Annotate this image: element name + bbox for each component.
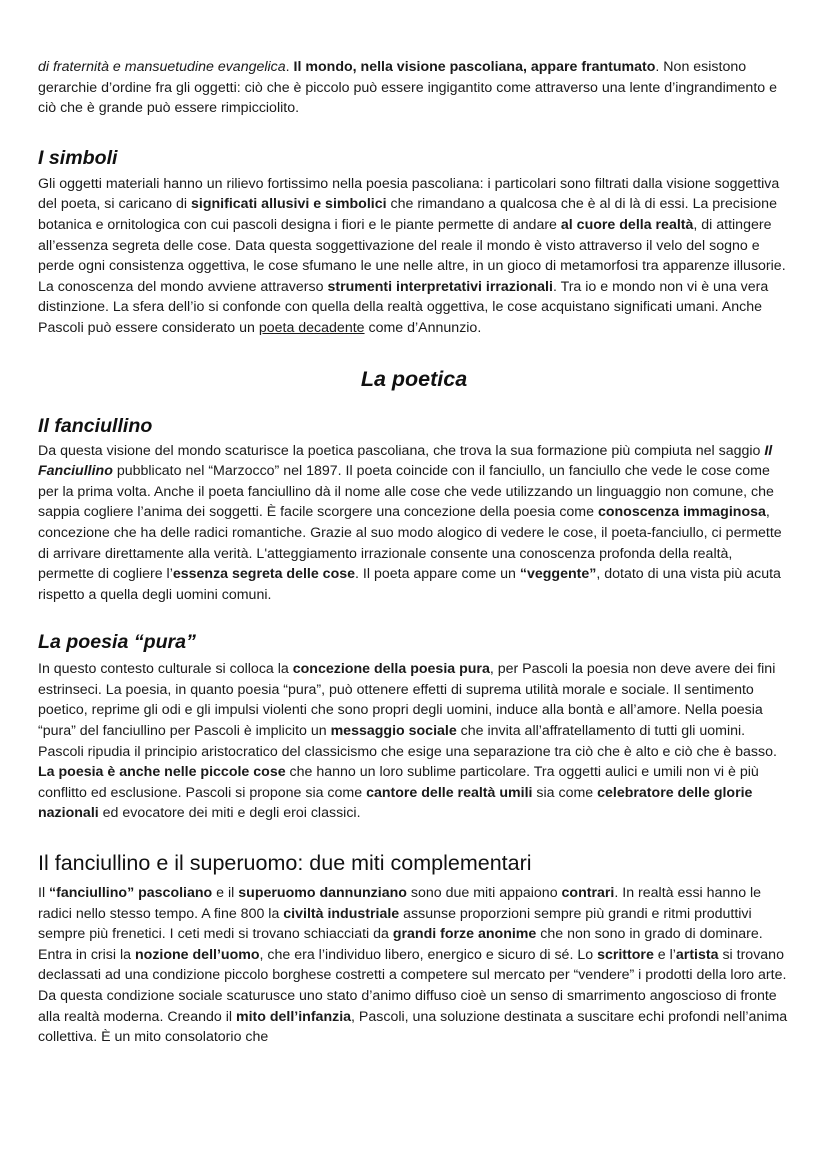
fanciullino-paragraph: Da questa visione del mondo scaturisce la poetica pascoliana, che trova la sua formazione più compiuta nel saggio Il Fanciullino pubblicato nel “Marzocco” nel 1897. Il poeta coincide con il fanciullo, un fanciullo che vede le cose come per la prima volta. Anche il poeta fanciullino dà il nome alle cose che vede utilizzando un linguaggio non comune, che sappia cogliere l’anima dei soggetti. È facile scorgere una concezione della poesia come conoscenza immaginosa, concezione che ha delle radici romantiche. Grazie al suo modo alogico di vedere le cose, il poeta-fanciullo, ci permette di arrivare direttamente alla verità. L'atteggiamento irrazionale consente una conoscenza profonda della realtà, permette di cogliere l’essenza segreta delle cose. Il poeta appare come un “veggente”, dotato di una vista più acuta rispetto a quella degli uomini comuni. [38,442,782,603]
chapter-title: La poetica [360,366,468,391]
document-page [38,57,790,1048]
intro-paragraph: di fraternità e mansuetudine evangelica. Il mondo, nella visione pascoliana, appare frantumato. Non esistono gerarchie d’ordine fra gli oggetti: ciò che è piccolo può essere ingigantito come attraverso una lente d’ingrandimento e ciò che è grande può essere rimpicciolito. [38,59,777,117]
section-heading-simboli: I simboli [38,146,118,169]
section-heading-fanciullino: Il fanciullino [38,414,153,437]
poesia-pura-paragraph: In questo contesto culturale si colloca la concezione della poesia pura, per Pascoli la poesia non deve avere dei fini estrinseci. La poesia, in quanto poesia “pura”, può ottenere effetti di suprema utilità morale e sociale. Il sentimento poetico, reprime gli odi e gli impulsi violenti che sono propri degli uomini, induce alla bontà e all’amore. Nella poesia “pura” del fanciullino per Pascoli è implicito un messaggio sociale che invita all’affratellamento di tutti gli uomini. Pascoli ripudia il principio aristocratico del classicismo che esige una separazione tra ciò che è alto e ciò che è basso. La poesia è anche nelle piccole cose che hanno un loro sublime particolare. Tra oggetti aulici e umili non vi è più conflitto ed esclusione. Pascoli si propone sia come cantore delle realtà umili sia come celebratore delle glorie nazionali ed evocatore dei miti e degli eroi classici. [38,661,777,822]
section-heading-superuomo: Il fanciullino e il superuomo: due miti complementari [38,851,532,876]
superuomo-paragraph: Il “fanciullino” pascoliano e il superuomo dannunziano sono due miti appaiono contrari. In realtà essi hanno le radici nello stesso tempo. A fine 800 la civiltà industriale assunse proporzioni sempre più grandi e ritmi produttivi sempre più frenetici. I ceti medi si trovano schiacciati da grandi forze anonime che non sono in grado di dominare. Entra in crisi la nozione dell’uomo, che era l’individuo libero, energico e sicuro di sé. Lo scrittore e l’artista si trovano declassati ad una condizione piccolo borghese costretti a competere sul mercato per “vendere” i prodotti della loro arte. Da questa condizione sociale scaturusce uno stato d’animo diffuso cioè un senso di smarrimento angoscioso di fronte alla realtà moderna. Creando il mito dell’infanzia, Pascoli, una soluzione destinata a suscitare echi profondi nell’anima collettiva. È un mito consolatorio che [38,885,788,1046]
poeta-decadente-link[interactable]: poeta decadente [258,319,365,336]
section-heading-poesia-pura: La poesia “pura” [38,631,196,654]
simboli-paragraph: Gli oggetti materiali hanno un rilievo fortissimo nella poesia pascoliana: i particolari sono filtrati dalla visione soggettiva del poeta, si caricano di significati allusivi e simbolici che rimandano a qualcosa che è al di là di essi. La precisione botanica e ornitologica con cui pascoli designa i fiori e le piante permette di andare al cuore della realtà, di attingere all’essenza segreta delle cose. Data questa soggettivazione del reale il mondo è visto attraverso il velo del sogno e perde ogni consistenza oggettiva, le cose sfumano le une nelle altre, in un gioco di metamorfosi tra apparenze illusorie. La conoscenza del mondo avviene attraverso strumenti interpretativi irrazionali. Tra io e mondo non vi è una vera distinzione. La sfera dell’io si confonde con quella della realtà oggettiva, le cose acquistano significati umani. Anche Pascoli può essere considerato un poeta decadente come d’Annunzio. [38,175,786,336]
